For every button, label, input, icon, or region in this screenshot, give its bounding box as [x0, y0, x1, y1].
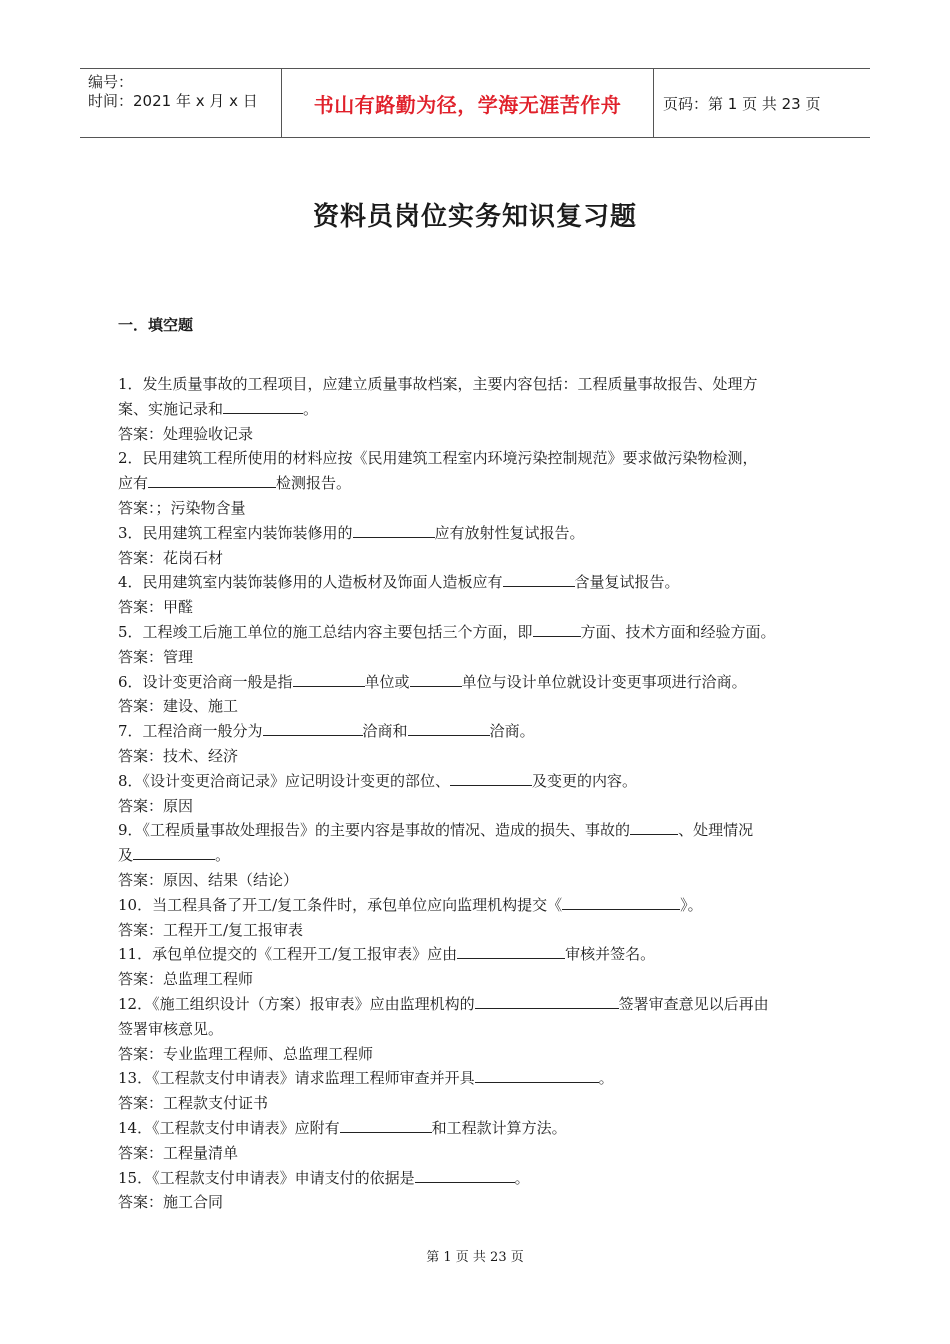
answer-line — [118, 694, 840, 719]
document-title: 资料员岗位实务知识复习题 — [312, 202, 637, 232]
section-title: 一．填空题 — [118, 316, 194, 334]
fill-in-blank — [415, 1167, 515, 1183]
line-text: 答案：建设、施工 — [118, 697, 239, 716]
answer-line — [118, 546, 840, 571]
line-text: 答案：原因 — [118, 796, 194, 815]
line-text: 6．设计变更洽商一般是指 — [118, 672, 293, 691]
line-text: 签署审查意见以后再由 — [618, 994, 769, 1013]
fill-in-blank — [562, 894, 680, 910]
fill-in-blank — [340, 1117, 432, 1133]
question-line — [118, 818, 840, 843]
fill-in-blank — [133, 844, 215, 860]
line-text: 10．当工程具备了开工/复工条件时，承包单位应向监理机构提交《 — [118, 895, 563, 914]
line-text: 。 — [215, 846, 231, 865]
line-text: 单位与设计单位就设计变更事项进行洽商。 — [461, 672, 747, 691]
line-text: 洽商和 — [362, 722, 408, 741]
fill-in-blank — [223, 398, 303, 414]
line-text: 和工程款计算方法。 — [431, 1118, 567, 1137]
line-text: 案、实施记录和 — [118, 399, 224, 418]
line-text: 12．《施工组织设计（方案）报审表》应由监理机构的 — [118, 994, 475, 1013]
line-text: 7．工程洽商一般分为 — [118, 722, 263, 741]
answer-line — [118, 422, 840, 447]
line-text: 答案：技术、经济 — [118, 746, 239, 765]
line-text: 及 — [118, 846, 134, 865]
line-text: 9．《工程质量事故处理报告》的主要内容是事故的情况、造成的损失、事故的 — [118, 821, 631, 840]
fill-in-blank — [263, 720, 363, 736]
answer-line — [118, 1190, 840, 1215]
question-line — [118, 397, 840, 422]
line-text: 答案：施工合同 — [118, 1193, 224, 1212]
line-text: 单位或 — [364, 672, 410, 691]
header-divider — [653, 69, 654, 137]
header-motto: 书山有路勤为径，学海无涯苦作舟 — [313, 92, 622, 117]
question-line — [118, 893, 840, 918]
answer-line — [118, 794, 840, 819]
line-text: 11．承包单位提交的《工程开工/复工报审表》应由 — [118, 945, 458, 964]
line-text: 3．民用建筑工程室内装饰装修用的 — [118, 523, 353, 542]
answer-line — [118, 1042, 840, 1067]
line-text: 1．发生质量事故的工程项目，应建立质量事故档案，主要内容包括：工程质量事故报告、处理方 — [118, 375, 758, 393]
line-text: 答案：原因、结果（结论） — [118, 870, 299, 889]
line-text: 、处理情况 — [678, 821, 754, 840]
question-line — [118, 670, 840, 695]
line-text: 含量复试报告。 — [574, 573, 680, 592]
line-text: 。 — [514, 1168, 530, 1187]
question-line — [118, 1017, 840, 1042]
fill-in-blank — [457, 943, 565, 959]
answer-line — [118, 1141, 840, 1166]
question-line — [118, 1166, 840, 1191]
answer-line — [118, 1091, 840, 1116]
question-line — [118, 471, 840, 496]
line-text: 4．民用建筑室内装饰装修用的人造板材及饰面人造板应有 — [118, 573, 503, 592]
header-page-info: 页码：第 1 页 共 23 页 — [663, 94, 821, 113]
question-line — [118, 446, 840, 471]
line-text: 审核并签名。 — [565, 945, 656, 964]
question-line — [118, 1116, 840, 1141]
question-line — [118, 1066, 840, 1091]
answer-line — [118, 645, 840, 670]
fill-in-blank — [533, 621, 581, 637]
line-text: 答案：；污染物含量 — [118, 498, 246, 517]
fill-in-blank — [630, 819, 678, 835]
time-label: 时间：2021 年 x 月 x 日 — [88, 92, 258, 110]
line-text: 15．《工程款支付申请表》申请支付的依据是 — [118, 1168, 415, 1187]
fill-in-blank — [475, 1067, 599, 1083]
line-text: 。 — [303, 399, 319, 418]
fill-in-blank — [475, 993, 619, 1009]
line-text: 答案：甲醛 — [118, 598, 194, 617]
fill-in-blank — [353, 522, 435, 538]
answer-line — [118, 496, 840, 521]
question-line — [118, 521, 840, 546]
line-text: 应有放射性复试报告。 — [434, 523, 585, 542]
line-text: 14．《工程款支付申请表》应附有 — [118, 1118, 340, 1137]
number-label: 编号： — [88, 73, 134, 91]
line-text: 签署审核意见。 — [118, 1019, 224, 1038]
line-text: 2．民用建筑工程所使用的材料应按《民用建筑工程室内环境污染控制规范》要求做污染物检测， — [118, 449, 758, 468]
line-text: 答案：管理 — [118, 647, 194, 666]
line-text: 答案：工程量清单 — [118, 1143, 239, 1162]
question-line — [118, 719, 840, 744]
question-line — [118, 992, 840, 1017]
answer-line — [118, 918, 840, 943]
fill-in-blank — [148, 472, 276, 488]
header-meta — [88, 73, 278, 111]
line-text: 洽商。 — [489, 722, 535, 741]
fill-in-blank — [503, 571, 575, 587]
line-text: 答案：花岗石材 — [118, 548, 224, 567]
question-line — [118, 620, 840, 645]
line-text: 》。 — [680, 895, 703, 914]
page-header — [80, 68, 870, 138]
line-text: 8．《设计变更洽商记录》应记明设计变更的部位、 — [118, 771, 451, 790]
answer-line — [118, 967, 840, 992]
line-text: 及变更的内容。 — [532, 771, 638, 790]
question-line — [118, 570, 840, 595]
answer-line — [118, 744, 840, 769]
answer-line — [118, 595, 840, 620]
question-line — [118, 769, 840, 794]
line-text: 答案：专业监理工程师、总监理工程师 — [118, 1044, 374, 1063]
line-text: 答案：总监理工程师 — [118, 970, 254, 989]
line-text: 13．《工程款支付申请表》请求监理工程师审查并开具 — [118, 1069, 475, 1088]
fill-in-blank — [408, 720, 490, 736]
question-line — [118, 372, 840, 397]
line-text: 答案：工程款支付证书 — [118, 1094, 269, 1113]
question-line — [118, 942, 840, 967]
page-footer: 第 1 页 共 23 页 — [426, 1250, 524, 1265]
fill-in-blank — [410, 671, 462, 687]
fill-in-blank — [450, 770, 532, 786]
line-text: 5．工程竣工后施工单位的施工总结内容主要包括三个方面，即 — [118, 622, 533, 641]
fill-in-blank — [293, 671, 365, 687]
question-line — [118, 843, 840, 868]
line-text: 答案：处理验收记录 — [118, 424, 254, 443]
answer-line — [118, 868, 840, 893]
line-text: 答案：工程开工/复工报审表 — [118, 920, 304, 939]
question-list — [118, 372, 840, 1215]
line-text: 方面、技术方面和经验方面。 — [580, 622, 776, 641]
line-text: 检测报告。 — [276, 474, 352, 493]
line-text: 应有 — [118, 474, 149, 493]
line-text: 。 — [598, 1069, 614, 1088]
